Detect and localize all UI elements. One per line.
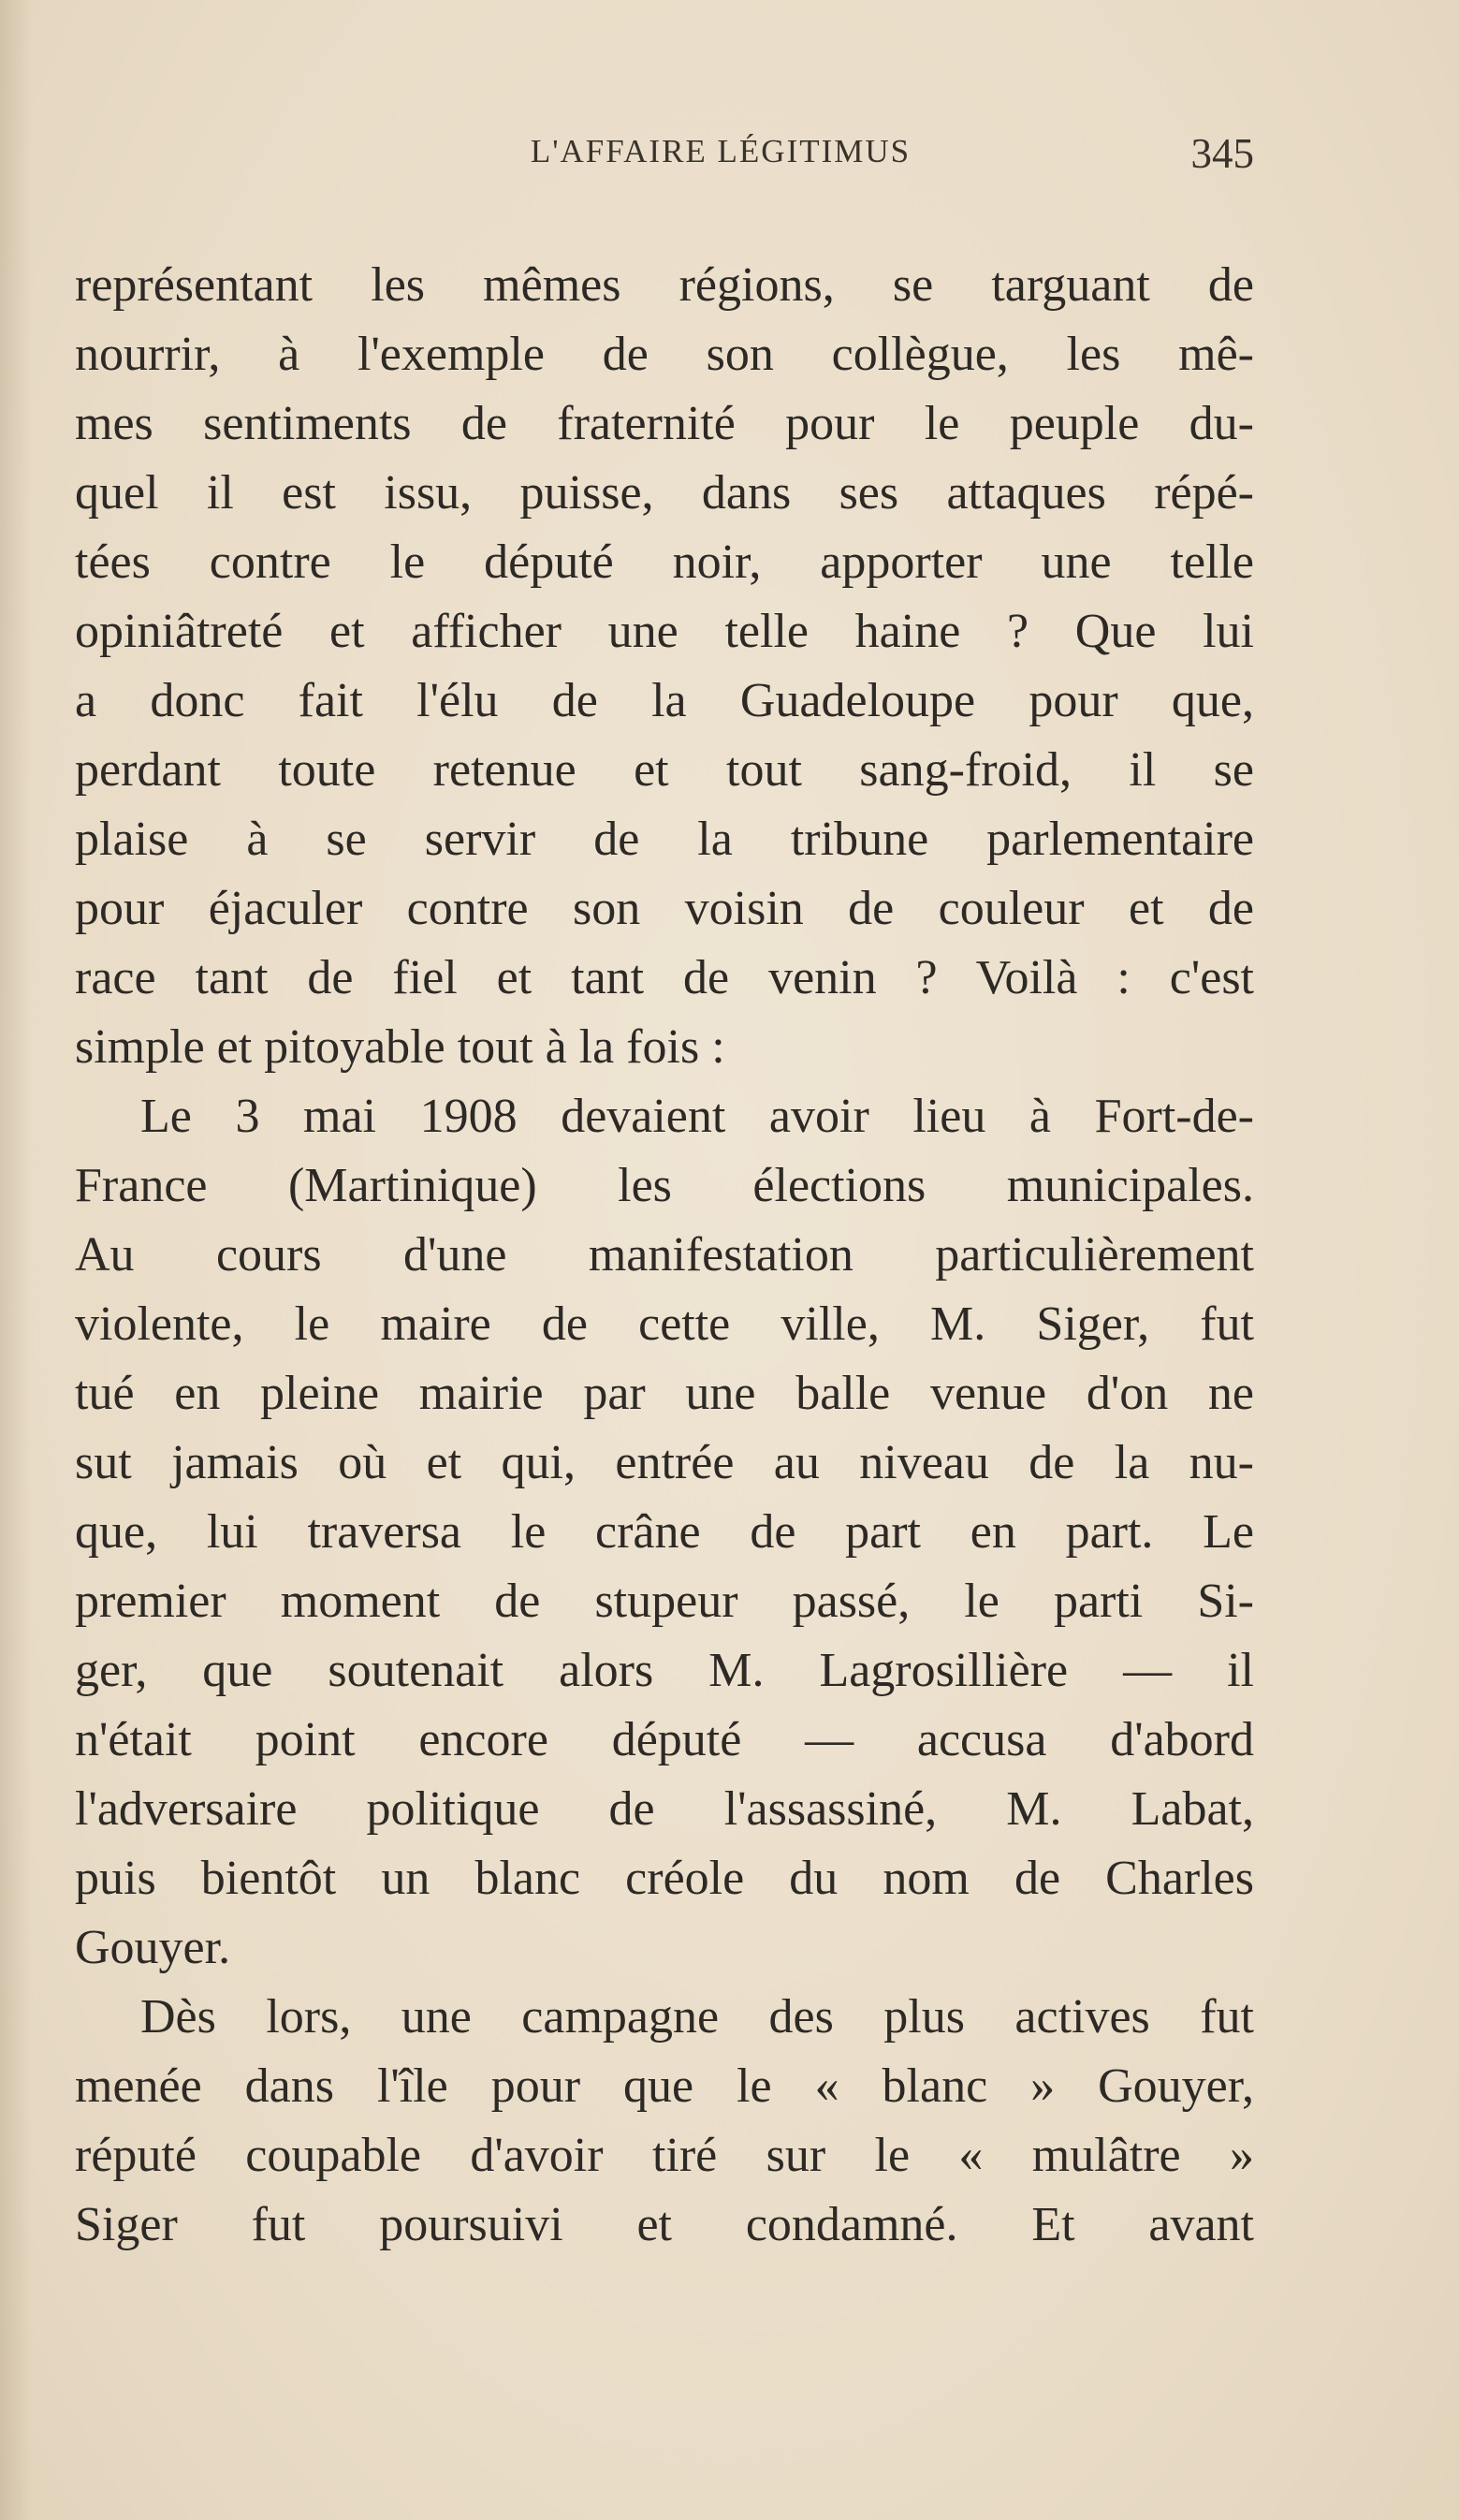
text-line: Gouyer. — [75, 1921, 231, 1974]
text-line: perdant toute retenue et tout sang-froid, il se — [75, 743, 1254, 797]
text-line: ger, que soutenait alors M. Lagrosillière — il — [75, 1644, 1254, 1697]
text-line: sut jamais où et qui, entrée au niveau de la nu- — [75, 1436, 1254, 1489]
text-line: que, lui traversa le crâne de part en part. Le — [75, 1505, 1254, 1559]
text-line: n'était point encore député — accusa d'abord — [75, 1713, 1254, 1766]
paragraph — [75, 1082, 1254, 1983]
text-line: quel il est issu, puisse, dans ses attaques répé- — [75, 466, 1254, 520]
text-line: l'adversaire politique de l'assassiné, M. Labat, — [75, 1782, 1254, 1836]
text-line: simple et pitoyable tout à la fois : — [75, 1020, 725, 1074]
text-line: opiniâtreté et afficher une telle haine ? Que lui — [75, 605, 1254, 658]
text-line: tué en pleine mairie par une balle venue d'on ne — [75, 1367, 1254, 1420]
text-line: pour éjaculer contre son voisin de couleur et de — [75, 882, 1254, 935]
text-line: violente, le maire de cette ville, M. Siger, fut — [75, 1297, 1254, 1351]
text-line: réputé coupable d'avoir tiré sur le « mulâtre » — [75, 2129, 1254, 2182]
text-line: nourrir, à l'exemple de son collègue, les mê- — [75, 328, 1254, 381]
text-line: mes sentiments de fraternité pour le peuple du- — [75, 397, 1254, 450]
text-line: menée dans l'île pour que le « blanc » Gouyer, — [75, 2059, 1254, 2113]
text-line: plaise à se servir de la tribune parlementaire — [75, 813, 1254, 866]
paragraph — [75, 251, 1254, 1082]
text-line: Au cours d'une manifestation particulièrement — [75, 1228, 1254, 1282]
paragraph — [75, 1983, 1254, 2260]
text-line: Dès lors, une campagne des plus actives fut — [140, 1990, 1254, 2044]
text-line: premier moment de stupeur passé, le parti Si- — [75, 1575, 1254, 1628]
text-line: puis bientôt un blanc créole du nom de Charles — [75, 1852, 1254, 1905]
text-line: tées contre le député noir, apporter une telle — [75, 535, 1254, 589]
body-text — [75, 251, 1254, 2260]
text-line: race tant de fiel et tant de venin ? Voilà : c'est — [75, 951, 1254, 1004]
text-line: représentant les mêmes régions, se targuant de — [75, 258, 1254, 312]
running-header — [75, 130, 1254, 189]
text-line: Le 3 mai 1908 devaient avoir lieu à Fort-de- — [140, 1090, 1254, 1143]
page-number: 345 — [1190, 130, 1254, 177]
text-line: a donc fait l'élu de la Guadeloupe pour que, — [75, 674, 1254, 727]
running-title: L'AFFAIRE LÉGITIMUS — [530, 133, 912, 169]
text-line: France (Martinique) les élections municipales. — [75, 1159, 1254, 1212]
text-line: Siger fut poursuivi et condamné. Et avant — [75, 2198, 1254, 2251]
